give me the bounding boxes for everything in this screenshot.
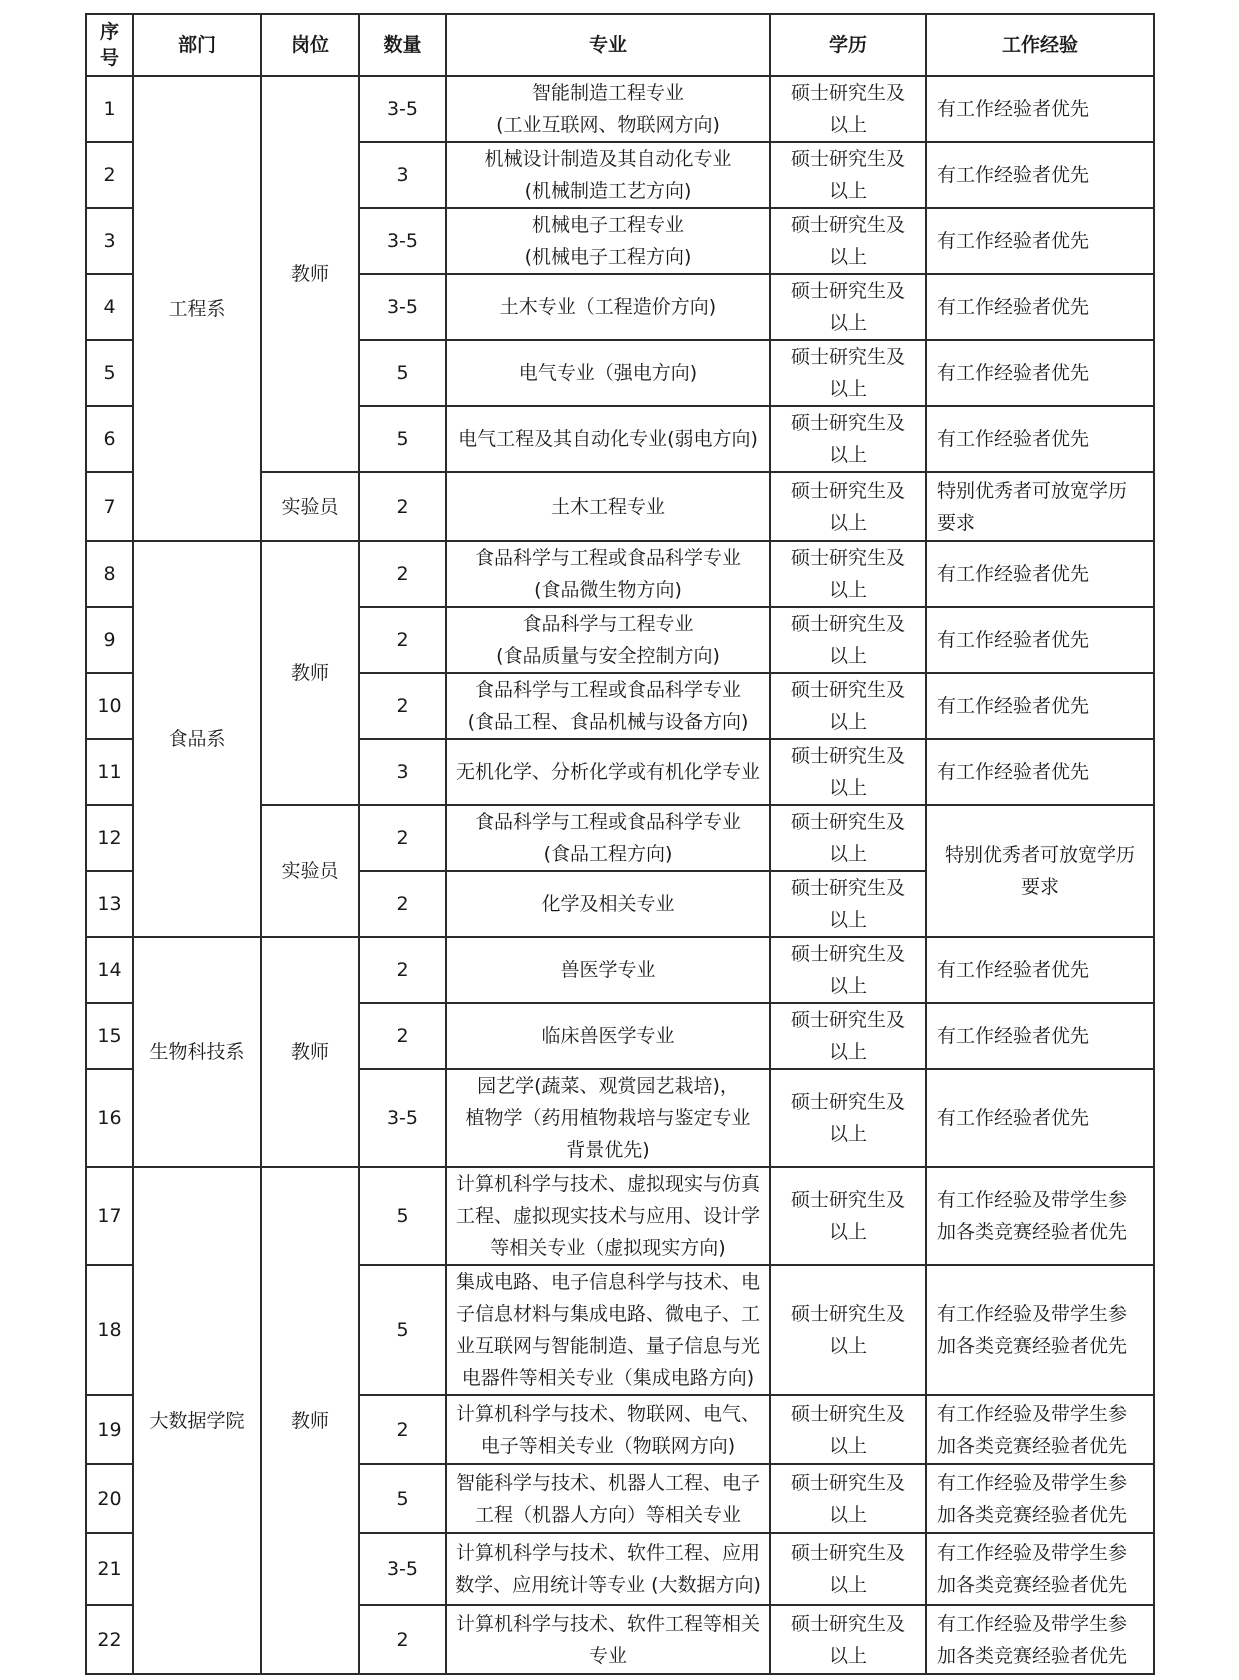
exp-cell [926,607,1154,673]
edu-cell [770,871,926,937]
row-number-cell: 4 [86,274,133,340]
major-cell [446,76,770,142]
exp-line: 有工作经验及带学生参 [937,1471,1128,1494]
major-cell [446,673,770,739]
header-dept: 部门 [133,14,261,76]
major-line: 植物学（药用植物栽培与鉴定专业 [465,1107,751,1129]
row-number-cell: 19 [86,1395,133,1464]
edu-line: 硕士研究生及 [790,1009,905,1031]
exp-line: 有工作经验者优先 [937,695,1090,717]
major-line: 机械电子工程专业 [531,214,684,236]
major-line: (工业互联网、物联网方向) [496,114,720,136]
major-line: 兽医学专业 [560,959,656,981]
row-number-cell: 21 [86,1533,133,1605]
exp-line: 有工作经验者优先 [937,164,1090,186]
header-no-line1: 序 [99,21,119,43]
edu-line: 硕士研究生及 [790,547,905,569]
exp-cell [926,1265,1154,1395]
major-line: 电气工程及其自动化专业(弱电方向) [458,428,758,450]
row-number-cell: 10 [86,673,133,739]
edu-line: 硕士研究生及 [790,1303,905,1325]
exp-line: 有工作经验及带学生参 [937,1303,1128,1325]
major-line: (机械制造工艺方向) [524,180,692,202]
dept-cell: 食品系 [133,541,261,937]
exp-cell [926,1605,1154,1674]
exp-line: 加各类竞赛经验者优先 [937,1221,1128,1243]
exp-line: 有工作经验者优先 [937,296,1090,318]
major-cell [446,541,770,607]
major-line: 临床兽医学专业 [541,1025,675,1047]
edu-line: 以上 [828,1123,867,1145]
major-cell [446,805,770,871]
edu-cell [770,1069,926,1167]
edu-cell [770,142,926,208]
major-line: 电气专业（强电方向) [518,362,698,384]
row-number-cell: 7 [86,472,133,541]
major-line: 食品科学与工程或食品科学专业 [474,547,741,569]
row-number-cell: 20 [86,1464,133,1533]
exp-line: 有工作经验者优先 [937,1107,1090,1129]
edu-cell [770,541,926,607]
count-cell: 2 [359,607,446,673]
major-cell [446,1464,770,1533]
dept-cell: 生物科技系 [133,937,261,1167]
edu-cell [770,406,926,472]
major-line: 计算机科学与技术、软件工程等相关 [455,1612,760,1635]
major-line: 智能制造工程专业 [531,82,684,104]
exp-line: 有工作经验及带学生参 [937,1612,1128,1635]
header-no-line2: 号 [99,47,119,69]
edu-line: 硕士研究生及 [790,82,905,104]
edu-cell [770,937,926,1003]
exp-cell [926,1395,1154,1464]
exp-line: 有工作经验者优先 [937,230,1090,252]
edu-line: 以上 [828,378,867,400]
count-cell: 2 [359,1395,446,1464]
count-cell: 2 [359,871,446,937]
major-line: 背景优先) [566,1139,650,1161]
count-cell: 5 [359,406,446,472]
exp-cell [926,1069,1154,1167]
major-line: (食品微生物方向) [534,579,682,601]
edu-line: 以上 [828,1574,867,1596]
edu-cell [770,673,926,739]
row-number-cell: 13 [86,871,133,937]
count-cell: 3 [359,739,446,805]
major-line: 土木工程专业 [550,495,665,518]
count-cell: 2 [359,1605,446,1674]
major-cell [446,1167,770,1265]
edu-line: 以上 [828,1503,867,1526]
edu-cell [770,1003,926,1069]
edu-line: 以上 [828,645,867,667]
row-number-cell: 16 [86,1069,133,1167]
exp-cell [926,340,1154,406]
edu-line: 硕士研究生及 [790,679,905,701]
major-line: 子信息材料与集成电路、微电子、工 [455,1303,760,1325]
edu-line: 以上 [828,579,867,601]
exp-line: 要求 [1020,876,1059,898]
edu-cell [770,1167,926,1265]
edu-line: 以上 [828,1041,867,1063]
exp-line: 有工作经验者优先 [937,428,1090,450]
major-line: 等相关专业（虚拟现实方向) [490,1237,726,1259]
exp-line: 有工作经验者优先 [937,1025,1090,1047]
edu-cell [770,340,926,406]
edu-cell [770,607,926,673]
edu-cell [770,805,926,871]
major-line: 食品科学与工程或食品科学专业 [474,679,741,701]
exp-line: 有工作经验者优先 [937,629,1090,651]
edu-line: 硕士研究生及 [790,148,905,170]
row-number-cell: 8 [86,541,133,607]
edu-line: 以上 [828,511,867,534]
major-cell [446,472,770,541]
major-cell [446,871,770,937]
exp-line: 有工作经验及带学生参 [937,1542,1128,1564]
count-cell: 2 [359,541,446,607]
major-cell [446,1265,770,1395]
count-cell: 5 [359,1464,446,1533]
edu-cell [770,76,926,142]
exp-cell [926,208,1154,274]
major-cell [446,1003,770,1069]
edu-line: 以上 [828,777,867,799]
table-body [86,76,1154,1674]
exp-cell [926,937,1154,1003]
row-number-cell: 5 [86,340,133,406]
exp-cell [926,673,1154,739]
edu-line: 硕士研究生及 [790,1189,905,1211]
edu-line: 硕士研究生及 [790,280,905,302]
major-cell [446,340,770,406]
major-cell [446,1069,770,1167]
exp-cell [926,1167,1154,1265]
dept-cell: 工程系 [133,76,261,541]
major-line: 计算机科学与技术、虚拟现实与仿真 [455,1173,760,1195]
dept-cell: 大数据学院 [133,1167,261,1674]
major-line: 食品科学与工程或食品科学专业 [474,811,741,833]
header-count: 数量 [359,14,446,76]
exp-line: 要求 [937,511,976,534]
major-line: 专业 [588,1644,627,1667]
edu-line: 硕士研究生及 [790,811,905,833]
header-major: 专业 [446,14,770,76]
major-line: (食品工程方向) [543,843,673,865]
post-cell: 实验员 [261,805,359,937]
edu-line: 硕士研究生及 [790,412,905,434]
exp-line: 加各类竞赛经验者优先 [937,1574,1128,1596]
header-no [86,14,133,76]
count-cell: 3-5 [359,1533,446,1605]
major-cell [446,208,770,274]
row-number-cell: 1 [86,76,133,142]
edu-line: 硕士研究生及 [790,1542,905,1564]
major-line: 机械设计制造及其自动化专业 [484,148,732,170]
major-line: 化学及相关专业 [541,893,675,915]
edu-line: 以上 [828,246,867,268]
exp-line: 有工作经验及带学生参 [937,1189,1128,1211]
major-cell [446,1533,770,1605]
count-cell: 5 [359,1167,446,1265]
edu-line: 以上 [828,444,867,466]
post-cell: 教师 [261,541,359,805]
post-cell: 教师 [261,937,359,1167]
exp-line: 特别优秀者可放宽学历 [937,479,1128,502]
post-cell: 教师 [261,1167,359,1674]
exp-line: 有工作经验者优先 [937,761,1090,783]
major-line: 集成电路、电子信息科学与技术、电 [455,1271,760,1293]
table-row [86,937,1154,1003]
row-number-cell: 22 [86,1605,133,1674]
exp-line: 特别优秀者可放宽学历 [944,844,1135,866]
edu-line: 硕士研究生及 [790,1471,905,1494]
major-line: 电器件等相关专业（集成电路方向) [461,1367,755,1389]
post-cell: 教师 [261,76,359,472]
exp-cell [926,805,1154,937]
major-line: 计算机科学与技术、软件工程、应用 [455,1542,760,1564]
count-cell: 2 [359,1003,446,1069]
major-cell [446,739,770,805]
header-edu: 学历 [770,14,926,76]
edu-line: 以上 [828,909,867,931]
count-cell: 5 [359,340,446,406]
major-line: 业互联网与智能制造、量子信息与光 [455,1335,760,1357]
exp-cell [926,1464,1154,1533]
exp-cell [926,274,1154,340]
major-line: (食品工程、食品机械与设备方向) [467,711,749,733]
exp-line: 加各类竞赛经验者优先 [937,1503,1128,1526]
exp-cell [926,472,1154,541]
header-row [86,14,1154,76]
count-cell: 3 [359,142,446,208]
header-post: 岗位 [261,14,359,76]
row-number-cell: 2 [86,142,133,208]
major-line: (机械电子工程方向) [524,246,692,268]
major-cell [446,607,770,673]
post-cell: 实验员 [261,472,359,541]
edu-cell [770,472,926,541]
edu-line: 以上 [828,711,867,733]
edu-line: 硕士研究生及 [790,214,905,236]
edu-line: 以上 [828,312,867,334]
exp-cell [926,1533,1154,1605]
row-number-cell: 18 [86,1265,133,1395]
major-cell [446,937,770,1003]
exp-cell [926,76,1154,142]
count-cell: 3-5 [359,274,446,340]
edu-line: 以上 [828,975,867,997]
edu-line: 硕士研究生及 [790,613,905,635]
table-row [86,541,1154,607]
edu-cell [770,274,926,340]
header-exp: 工作经验 [926,14,1154,76]
exp-cell [926,406,1154,472]
exp-line: 有工作经验者优先 [937,362,1090,384]
count-cell: 5 [359,1265,446,1395]
exp-cell [926,1003,1154,1069]
edu-line: 硕士研究生及 [790,745,905,767]
edu-line: 硕士研究生及 [790,1091,905,1113]
count-cell: 3-5 [359,76,446,142]
edu-cell [770,1464,926,1533]
exp-line: 加各类竞赛经验者优先 [937,1335,1128,1357]
exp-cell [926,541,1154,607]
edu-line: 硕士研究生及 [790,479,905,502]
row-number-cell: 6 [86,406,133,472]
major-line: 计算机科学与技术、物联网、电气、 [455,1402,760,1425]
major-cell [446,406,770,472]
major-line: 工程（机器人方向）等相关专业 [474,1503,741,1526]
major-line: 无机化学、分析化学或有机化学专业 [455,761,760,783]
recruitment-table-sheet [85,13,1155,1675]
table-row [86,76,1154,142]
row-number-cell: 3 [86,208,133,274]
edu-cell [770,208,926,274]
major-cell [446,1395,770,1464]
exp-line: 有工作经验者优先 [937,563,1090,585]
major-line: 工程、虚拟现实技术与应用、设计学 [455,1205,760,1227]
exp-line: 加各类竞赛经验者优先 [937,1644,1128,1667]
recruitment-table [85,13,1155,1675]
edu-cell [770,1265,926,1395]
edu-line: 以上 [828,843,867,865]
edu-line: 以上 [828,1221,867,1243]
count-cell: 2 [359,805,446,871]
edu-line: 以上 [828,114,867,136]
edu-line: 以上 [828,1335,867,1357]
row-number-cell: 11 [86,739,133,805]
edu-line: 硕士研究生及 [790,1612,905,1635]
major-cell [446,142,770,208]
edu-cell [770,739,926,805]
major-line: 食品科学与工程专业 [522,613,694,635]
count-cell: 2 [359,673,446,739]
major-line: 电子等相关专业（物联网方向) [480,1434,736,1457]
major-cell [446,274,770,340]
row-number-cell: 17 [86,1167,133,1265]
major-cell [446,1605,770,1674]
edu-cell [770,1605,926,1674]
major-line: 数学、应用统计等专业 (大数据方向) [455,1574,761,1596]
exp-cell [926,739,1154,805]
edu-cell [770,1533,926,1605]
edu-line: 以上 [828,1434,867,1457]
row-number-cell: 15 [86,1003,133,1069]
row-number-cell: 14 [86,937,133,1003]
edu-cell [770,1395,926,1464]
count-cell: 2 [359,472,446,541]
exp-line: 有工作经验者优先 [937,959,1090,981]
edu-line: 硕士研究生及 [790,877,905,899]
major-line: 土木专业（工程造价方向) [499,296,717,318]
count-cell: 3-5 [359,1069,446,1167]
row-number-cell: 12 [86,805,133,871]
count-cell: 3-5 [359,208,446,274]
edu-line: 以上 [828,180,867,202]
edu-line: 硕士研究生及 [790,346,905,368]
table-row [86,1167,1154,1265]
exp-line: 有工作经验者优先 [937,98,1090,120]
exp-cell [926,142,1154,208]
edu-line: 以上 [828,1644,867,1667]
edu-line: 硕士研究生及 [790,1402,905,1425]
edu-line: 硕士研究生及 [790,943,905,965]
exp-line: 有工作经验及带学生参 [937,1402,1128,1425]
row-number-cell: 9 [86,607,133,673]
major-line: 园艺学(蔬菜、观赏园艺栽培)， [477,1075,739,1097]
major-line: (食品质量与安全控制方向) [496,645,720,667]
major-line: 智能科学与技术、机器人工程、电子 [455,1471,760,1494]
count-cell: 2 [359,937,446,1003]
exp-line: 加各类竞赛经验者优先 [937,1434,1128,1457]
